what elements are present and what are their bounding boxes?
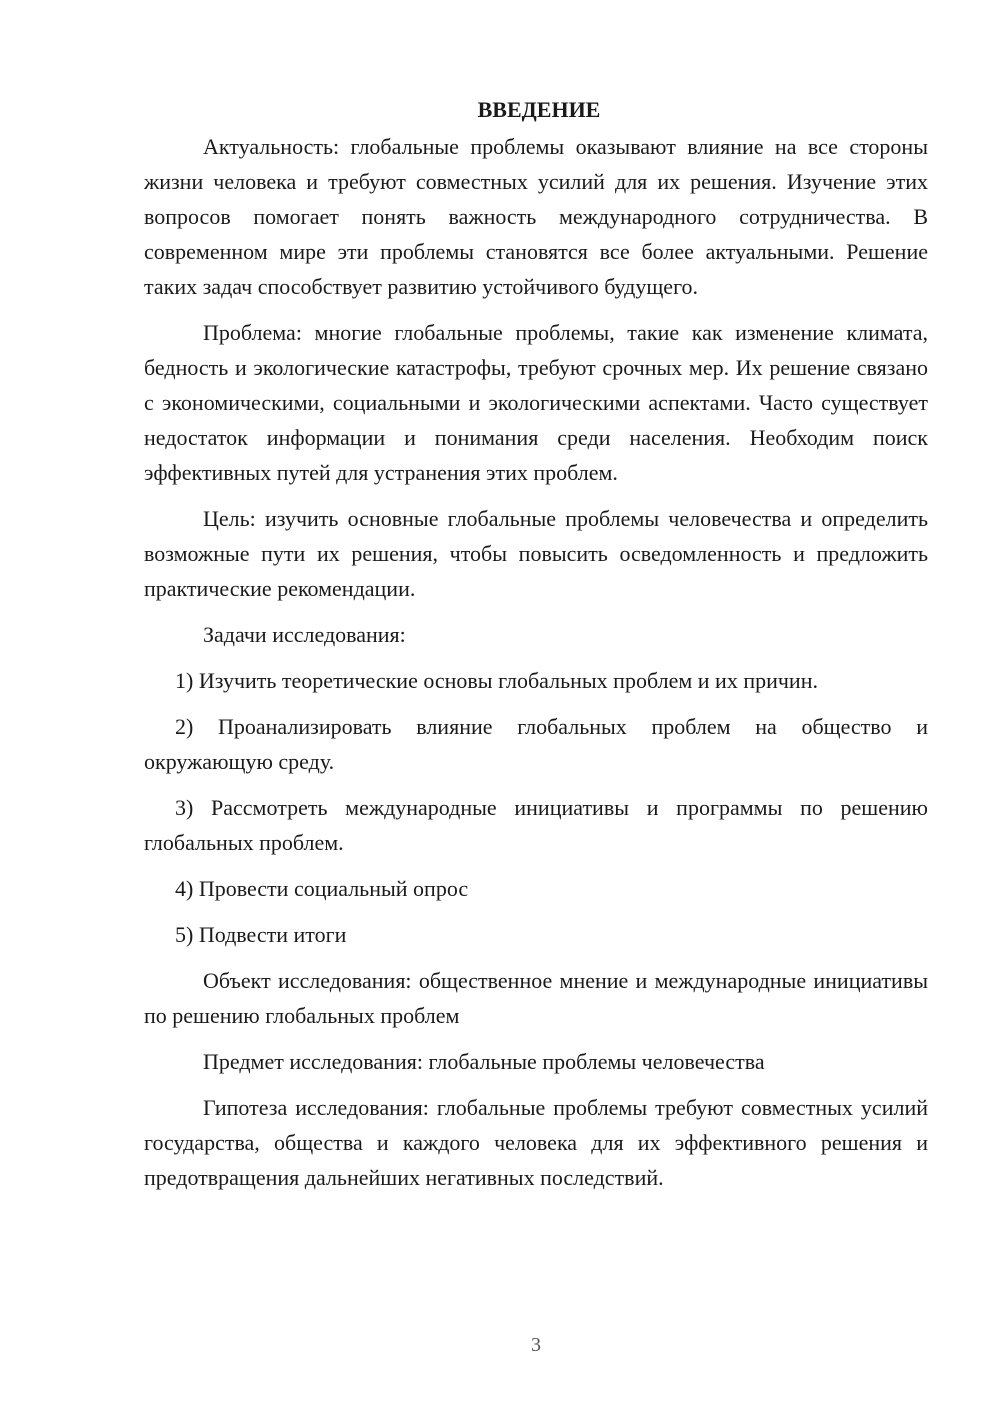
task-item-1: 1) Изучить теоретические основы глобальных проблем и их причин. (175, 668, 818, 693)
page-number: 3 (531, 1334, 541, 1356)
task-item-3: 3) Рассмотреть международные инициативы и программы по решению глобальных проблем. (144, 795, 928, 855)
paragraph-problem: Проблема: многие глобальные проблемы, такие как изменение климата, бедность и экологические катастрофы, требуют срочных мер. Их решение связано с экономическими, социальными и экологическими аспектами. Часто существует недостаток информации и понимания среди населения. Необходим поиск эффективных путей для устранения этих проблем. (144, 320, 928, 485)
paragraph-hypothesis: Гипотеза исследования: глобальные проблемы требуют совместных усилий государства, общества и каждого человека для их эффективного решения и предотвращения дальнейших негативных последствий. (144, 1095, 928, 1190)
document-body (144, 92, 928, 1206)
paragraph-subject: Предмет исследования: глобальные проблемы человечества (203, 1049, 765, 1074)
task-item-5: 5) Подвести итоги (175, 922, 347, 947)
task-item-4: 4) Провести социальный опрос (175, 876, 469, 901)
section-heading: ВВЕДЕНИЕ (477, 97, 601, 122)
tasks-title: Задачи исследования: (203, 622, 406, 647)
paragraph-relevance: Актуальность: глобальные проблемы оказывают влияние на все стороны жизни человека и требуют совместных усилий для их решения. Изучение этих вопросов помогает понять важность международного сотрудничества. В современном мире эти проблемы становятся все более актуальными. Решение таких задач способствует развитию устойчивого будущего. (144, 134, 928, 299)
task-item-2: 2) Проанализировать влияние глобальных проблем на общество и окружающую среду. (144, 714, 928, 774)
paragraph-goal: Цель: изучить основные глобальные проблемы человечества и определить возможные пути их решения, чтобы повысить осведомленность и предложить практические рекомендации. (144, 506, 928, 601)
paragraph-object: Объект исследования: общественное мнение и международные инициативы по решению глобальных проблем (144, 968, 928, 1028)
